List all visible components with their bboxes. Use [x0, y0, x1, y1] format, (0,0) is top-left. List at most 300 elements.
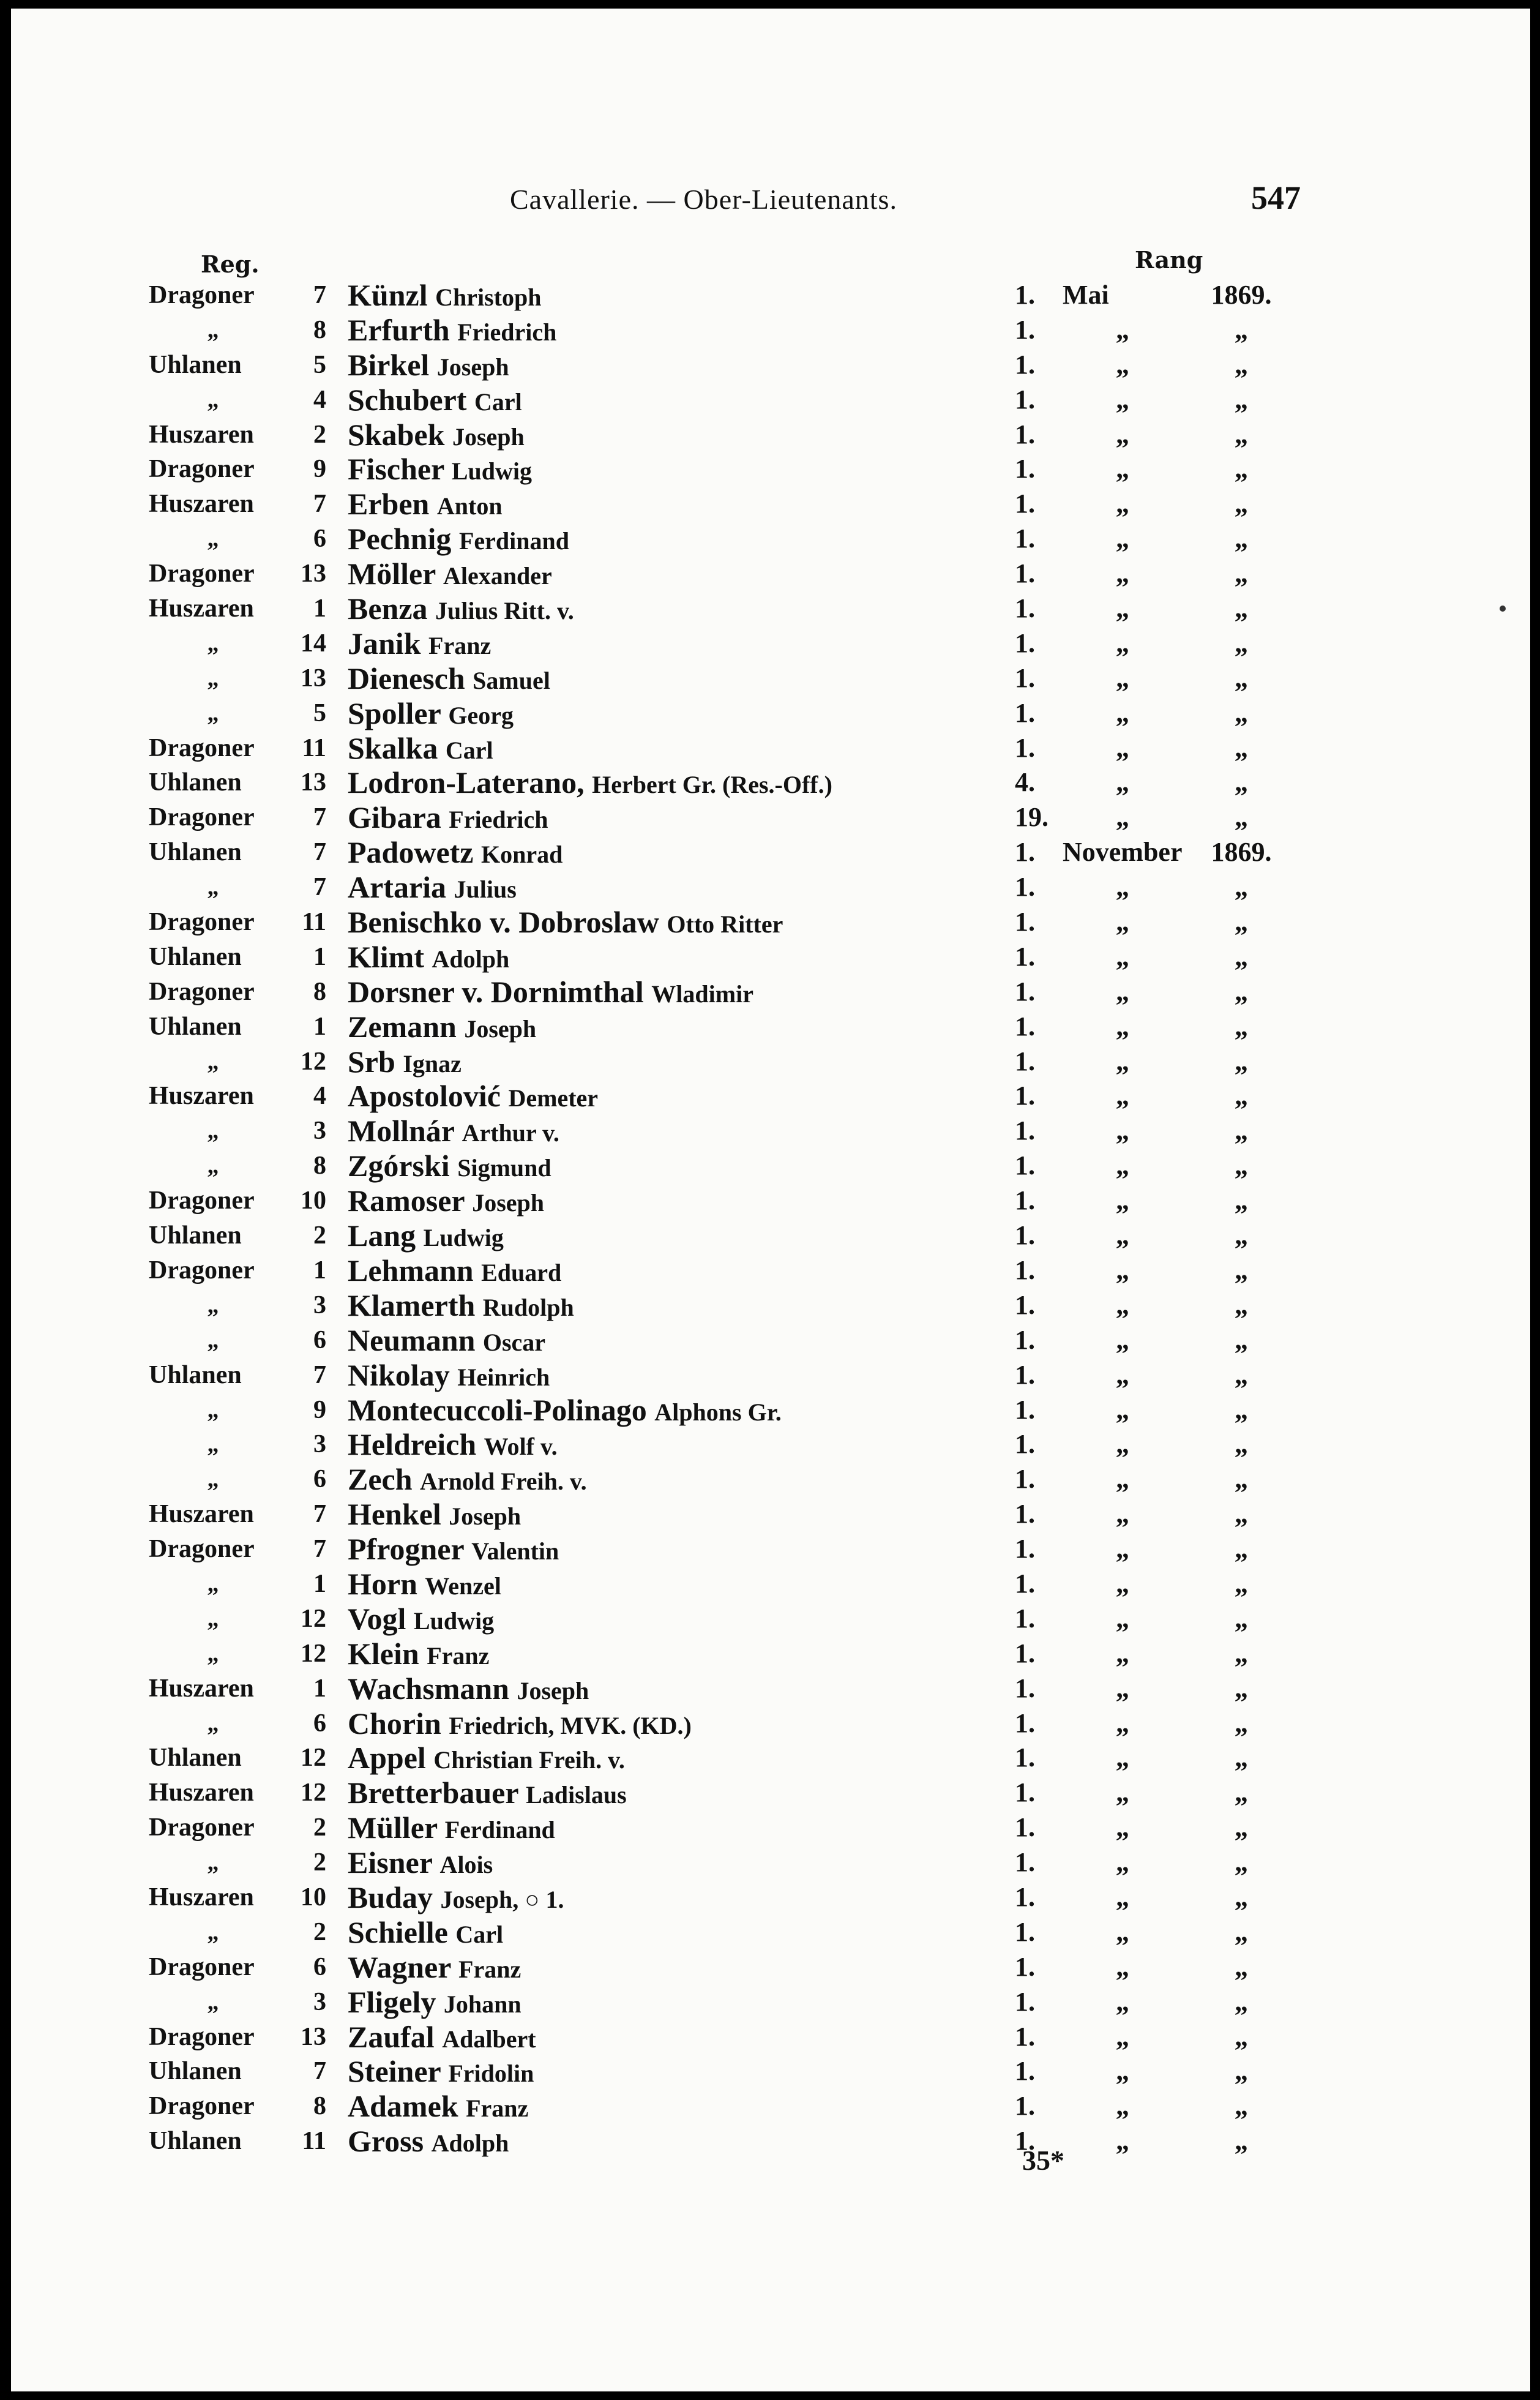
rank-year: „ — [1235, 2126, 1248, 2156]
rank-month: „ — [1116, 1464, 1129, 1494]
given-name: Joseph — [449, 1502, 521, 1531]
regiment-branch: Uhlanen — [149, 350, 242, 379]
regiment-number: 7 — [313, 1535, 326, 1564]
regiment-number: 2 — [313, 420, 326, 449]
regiment-number: 7 — [313, 838, 326, 867]
rank-month: „ — [1116, 1638, 1129, 1668]
ink-spot — [1500, 606, 1506, 612]
regiment-branch: „ — [207, 874, 219, 901]
given-name: Oscar — [482, 1328, 546, 1356]
surname: Chorin — [348, 1706, 441, 1741]
regiment-branch: Dragoner — [149, 281, 255, 309]
rank-day: 1. — [1015, 419, 1035, 449]
table-row — [11, 1637, 1530, 1671]
regiment-number: 2 — [313, 1813, 326, 1842]
table-row — [11, 1532, 1530, 1567]
rank-day: 1. — [1015, 941, 1035, 972]
rank-day: 1. — [1015, 1254, 1035, 1285]
officer-name — [348, 1602, 494, 1638]
column-header-rang: Rang — [1135, 246, 1203, 274]
column-header-reg: Reg. — [201, 250, 260, 278]
officer-name — [348, 1532, 559, 1569]
officer-name — [348, 1462, 587, 1499]
regiment-number: 9 — [313, 455, 326, 484]
rank-year: „ — [1235, 349, 1248, 380]
given-name: Alphons Gr. — [654, 1398, 782, 1426]
table-row — [11, 696, 1530, 731]
rank-month: „ — [1116, 732, 1129, 763]
surname: Appel — [348, 1741, 426, 1776]
rank-day: 1. — [1015, 1046, 1035, 1076]
regiment-number: 7 — [313, 803, 326, 832]
table-row — [11, 418, 1530, 452]
given-name: Adolph — [431, 2129, 509, 2158]
regiment-number: 4 — [313, 385, 326, 414]
officer-name — [348, 1985, 521, 2022]
regiment-number: 3 — [313, 1291, 326, 1319]
signature-mark: 35* — [1022, 2145, 1064, 2176]
table-row — [11, 1393, 1530, 1428]
regiment-branch: Dragoner — [149, 1535, 255, 1564]
rank-month: „ — [1116, 1254, 1129, 1285]
regiment-number: 14 — [301, 629, 326, 658]
rank-month: „ — [1116, 1289, 1129, 1320]
regiment-branch: Uhlanen — [149, 2057, 242, 2086]
surname: Mollnár — [348, 1114, 455, 1149]
regiment-number: 5 — [313, 699, 326, 727]
rank-day: 1. — [1015, 314, 1035, 345]
table-row — [11, 1741, 1530, 1776]
officer-name — [348, 1637, 489, 1673]
officer-name — [348, 765, 832, 802]
given-name: Arthur v. — [462, 1119, 559, 1147]
officer-name — [348, 2089, 528, 2126]
regiment-branch: „ — [207, 1292, 219, 1318]
regiment-branch: „ — [207, 1327, 219, 1353]
regiment-number: 2 — [313, 1221, 326, 1250]
rank-day: 1. — [1015, 628, 1035, 658]
given-name: Samuel — [473, 666, 550, 694]
rank-year: „ — [1235, 384, 1248, 414]
table-row — [11, 1114, 1530, 1149]
regiment-branch: „ — [207, 1989, 219, 2015]
rank-year: „ — [1235, 1081, 1248, 1111]
rank-month: „ — [1116, 697, 1129, 728]
given-name: Carl — [474, 388, 522, 416]
rank-day: 1. — [1015, 662, 1035, 693]
rank-month: „ — [1116, 1534, 1129, 1564]
page-title: Cavallerie. — Ober-Lieutenants. — [510, 184, 897, 215]
officer-name — [348, 696, 514, 733]
officer-name — [348, 1567, 501, 1603]
table-row — [11, 1358, 1530, 1393]
rank-day: 1. — [1015, 1499, 1035, 1529]
surname: Benischko v. Dobroslaw — [348, 905, 659, 940]
regiment-number: 9 — [313, 1395, 326, 1424]
rank-month: „ — [1116, 1116, 1129, 1146]
officer-name — [348, 975, 753, 1011]
given-name: Ludwig — [451, 457, 533, 486]
given-name: Friedrich — [449, 806, 548, 834]
officer-list — [11, 278, 1530, 2159]
officer-name — [348, 1393, 782, 1430]
given-name: Georg — [448, 701, 514, 729]
rank-month: „ — [1116, 662, 1129, 693]
rank-year: „ — [1235, 1220, 1248, 1251]
surname: Erfurth — [348, 312, 450, 347]
rank-day: 1. — [1015, 1289, 1035, 1320]
given-name: Rudolph — [482, 1293, 574, 1321]
regiment-number: 12 — [301, 1047, 326, 1076]
regiment-number: 8 — [313, 1152, 326, 1180]
rank-day: 1. — [1015, 907, 1035, 937]
rank-day: 4. — [1015, 767, 1035, 798]
given-name: Anton — [436, 492, 503, 520]
rank-year: „ — [1235, 1568, 1248, 1599]
rank-day: 1. — [1015, 1708, 1035, 1738]
officer-name — [348, 1149, 551, 1185]
surname: Horn — [348, 1566, 417, 1601]
given-name: Julius — [454, 876, 517, 904]
rank-month: „ — [1116, 489, 1129, 519]
given-name: Joseph — [472, 1189, 545, 1217]
regiment-number: 3 — [313, 1987, 326, 2016]
rank-month: „ — [1116, 767, 1129, 798]
rank-day: 1. — [1015, 1081, 1035, 1111]
surname: Neumann — [348, 1322, 476, 1357]
given-name: Wenzel — [425, 1572, 501, 1600]
officer-name — [348, 1218, 504, 1255]
given-name: Christoph — [435, 283, 542, 311]
regiment-branch: Uhlanen — [149, 1744, 242, 1772]
given-name: Friedrich, MVK. (KD.) — [449, 1711, 692, 1739]
officer-name — [348, 905, 783, 942]
rank-day: 1. — [1015, 1185, 1035, 1216]
table-row — [11, 940, 1530, 975]
rank-month: „ — [1116, 1011, 1129, 1041]
surname: Müller — [348, 1810, 438, 1845]
rank-day: 1. — [1015, 872, 1035, 902]
officer-name — [348, 1358, 550, 1395]
rank-year: „ — [1235, 1499, 1248, 1529]
officer-name — [348, 1671, 589, 1708]
officer-name — [348, 522, 569, 558]
table-row — [11, 1323, 1530, 1358]
rank-month: „ — [1116, 1742, 1129, 1773]
surname: Erben — [348, 487, 430, 522]
given-name: Herbert Gr. (Res.-Off.) — [592, 771, 832, 799]
rank-month: „ — [1116, 872, 1129, 902]
surname: Zech — [348, 1462, 413, 1497]
rank-year: „ — [1235, 1916, 1248, 1947]
officer-name — [348, 1288, 574, 1325]
regiment-number: 7 — [313, 873, 326, 902]
rank-day: 1. — [1015, 1603, 1035, 1633]
surname: Benza — [348, 591, 428, 626]
given-name: Heinrich — [457, 1363, 550, 1391]
regiment-branch: „ — [207, 665, 219, 691]
table-row — [11, 1706, 1530, 1741]
given-name: Franz — [458, 1955, 521, 1983]
surname: Lehmann — [348, 1253, 474, 1288]
rank-month: „ — [1116, 454, 1129, 484]
rank-year: „ — [1235, 523, 1248, 554]
regiment-number: 1 — [313, 1674, 326, 1703]
officer-name — [348, 1741, 625, 1777]
rank-month: „ — [1116, 1324, 1129, 1355]
surname: Steiner — [348, 2054, 441, 2089]
rank-year: „ — [1235, 1464, 1248, 1494]
regiment-number: 13 — [301, 560, 326, 588]
rank-year: „ — [1235, 1534, 1248, 1564]
given-name: Alexander — [443, 562, 552, 590]
regiment-branch: Huszaren — [149, 1674, 254, 1703]
surname: Apostolović — [348, 1079, 501, 1114]
table-row — [11, 1288, 1530, 1323]
rank-year: „ — [1235, 1324, 1248, 1355]
given-name: Ferdinand — [444, 1816, 555, 1844]
rank-month: „ — [1116, 384, 1129, 414]
officer-name — [348, 418, 525, 454]
regiment-number: 6 — [313, 1709, 326, 1738]
rank-year: „ — [1235, 1254, 1248, 1285]
surname: Zgórski — [348, 1149, 450, 1183]
rank-day: 1. — [1015, 593, 1035, 624]
regiment-branch: Dragoner — [149, 2092, 255, 2121]
table-row — [11, 975, 1530, 1010]
regiment-branch: Dragoner — [149, 2022, 255, 2051]
regiment-branch: „ — [207, 317, 219, 343]
officer-name — [348, 1880, 564, 1917]
given-name: Alois — [439, 1851, 493, 1879]
regiment-branch: Uhlanen — [149, 838, 242, 867]
rank-day: 1. — [1015, 1812, 1035, 1843]
regiment-number: 8 — [313, 315, 326, 344]
regiment-number: 4 — [313, 1082, 326, 1111]
officer-name — [348, 1497, 521, 1534]
regiment-branch: „ — [207, 1640, 219, 1667]
rank-year: „ — [1235, 1708, 1248, 1738]
rank-day: 1. — [1015, 1881, 1035, 1912]
page-number: 547 — [1251, 179, 1301, 216]
rank-year: „ — [1235, 1812, 1248, 1843]
given-name: Joseph — [452, 422, 525, 451]
rank-day: 1. — [1015, 1534, 1035, 1564]
rank-month: „ — [1116, 1220, 1129, 1251]
regiment-branch: „ — [207, 1431, 219, 1458]
officer-name — [348, 1323, 545, 1360]
surname: Pechnig — [348, 522, 452, 557]
table-row — [11, 2054, 1530, 2089]
rank-day: 1. — [1015, 837, 1035, 868]
rank-year: „ — [1235, 1638, 1248, 1668]
surname: Gross — [348, 2124, 424, 2159]
regiment-number: 7 — [313, 490, 326, 519]
officer-name — [348, 800, 548, 837]
surname: Henkel — [348, 1497, 441, 1532]
regiment-branch: Dragoner — [149, 560, 255, 588]
surname: Klein — [348, 1636, 419, 1671]
rank-month: „ — [1116, 2091, 1129, 2121]
table-row — [11, 1602, 1530, 1637]
rank-day: 1. — [1015, 2056, 1035, 2087]
given-name: Franz — [466, 2094, 529, 2123]
surname: Nikolay — [348, 1357, 450, 1392]
surname: Zemann — [348, 1009, 457, 1044]
table-row — [11, 1985, 1530, 2020]
officer-name — [348, 1950, 521, 1987]
rank-day: 1. — [1015, 1116, 1035, 1146]
rank-year: „ — [1235, 1429, 1248, 1460]
regiment-number: 2 — [313, 1848, 326, 1877]
regiment-number: 12 — [301, 1604, 326, 1633]
rank-year: „ — [1235, 593, 1248, 624]
rank-month: „ — [1116, 419, 1129, 449]
rank-year: „ — [1235, 1951, 1248, 1982]
rank-year: „ — [1235, 1185, 1248, 1216]
rank-month: „ — [1116, 2056, 1129, 2087]
rank-day: 1. — [1015, 1916, 1035, 1947]
officer-name — [348, 2020, 536, 2057]
surname: Schubert — [348, 382, 467, 417]
table-row — [11, 1079, 1530, 1114]
officer-name — [348, 1044, 462, 1081]
surname: Buday — [348, 1880, 433, 1914]
regiment-branch: Dragoner — [149, 977, 255, 1006]
officer-name — [348, 940, 509, 977]
rank-day: 1. — [1015, 1429, 1035, 1460]
table-row — [11, 2020, 1530, 2055]
rank-year: „ — [1235, 558, 1248, 589]
rank-month: „ — [1116, 1046, 1129, 1076]
table-row — [11, 557, 1530, 591]
regiment-branch: Dragoner — [149, 733, 255, 762]
regiment-branch: Dragoner — [149, 455, 255, 484]
rank-year: „ — [1235, 1046, 1248, 1076]
officer-name — [348, 2124, 509, 2161]
surname: Srb — [348, 1044, 395, 1079]
rank-month: „ — [1116, 2126, 1129, 2156]
surname: Skalka — [348, 730, 438, 765]
rank-day: 1. — [1015, 1568, 1035, 1599]
rank-month: „ — [1116, 1673, 1129, 1703]
regiment-branch: Huszaren — [149, 594, 254, 623]
rank-year: „ — [1235, 1116, 1248, 1146]
rank-year: „ — [1235, 628, 1248, 658]
surname: Adamek — [348, 2089, 458, 2124]
table-row — [11, 800, 1530, 835]
given-name: Ignaz — [403, 1049, 462, 1078]
rank-month: „ — [1116, 523, 1129, 554]
rank-day: 1. — [1015, 976, 1035, 1007]
regiment-branch: Uhlanen — [149, 768, 242, 797]
officer-name — [348, 1010, 536, 1046]
rank-month: „ — [1116, 314, 1129, 345]
regiment-number: 8 — [313, 977, 326, 1006]
rank-day: 1. — [1015, 454, 1035, 484]
rank-year: „ — [1235, 1777, 1248, 1808]
table-row — [11, 452, 1530, 487]
table-row — [11, 1497, 1530, 1532]
surname: Schielle — [348, 1914, 448, 1949]
rank-month: „ — [1116, 1986, 1129, 2017]
given-name: Ludwig — [413, 1607, 495, 1635]
rank-month: „ — [1116, 1951, 1129, 1982]
table-row — [11, 1880, 1530, 1915]
surname: Montecuccoli-Polinago — [348, 1392, 647, 1427]
table-row — [11, 1810, 1530, 1845]
rank-month: „ — [1116, 593, 1129, 624]
given-name: Ludwig — [423, 1224, 504, 1252]
regiment-branch: Huszaren — [149, 1883, 254, 1911]
given-name: Adolph — [432, 945, 510, 973]
regiment-number: 7 — [313, 281, 326, 309]
table-row — [11, 626, 1530, 661]
surname: Fischer — [348, 452, 444, 487]
rank-month: „ — [1116, 2021, 1129, 2052]
rank-day: 1. — [1015, 1359, 1035, 1390]
regiment-number: 12 — [301, 1779, 326, 1807]
regiment-number: 10 — [301, 1187, 326, 1215]
regiment-branch: „ — [207, 526, 219, 552]
table-row — [11, 1567, 1530, 1602]
surname: Spoller — [348, 696, 441, 730]
regiment-number: 13 — [301, 768, 326, 797]
rank-month: „ — [1116, 941, 1129, 972]
given-name: Konrad — [481, 841, 563, 869]
given-name: Carl — [455, 1920, 504, 1948]
regiment-branch: „ — [207, 1919, 219, 1945]
regiment-number: 12 — [301, 1744, 326, 1772]
regiment-branch: „ — [207, 386, 219, 413]
rank-year: 1869. — [1211, 837, 1272, 868]
table-row — [11, 661, 1530, 696]
rank-day: 1. — [1015, 558, 1035, 589]
rank-month: „ — [1116, 1185, 1129, 1216]
surname: Pfrogner — [348, 1532, 464, 1567]
rank-year: „ — [1235, 489, 1248, 519]
regiment-number: 13 — [301, 2022, 326, 2051]
table-row — [11, 313, 1530, 348]
rank-year: „ — [1235, 872, 1248, 902]
officer-name — [348, 1776, 627, 1812]
regiment-number: 6 — [313, 1465, 326, 1494]
rank-month: „ — [1116, 1499, 1129, 1529]
officer-name — [348, 313, 556, 350]
surname: Ramoser — [348, 1183, 465, 1218]
rank-year: „ — [1235, 2021, 1248, 2052]
regiment-number: 1 — [313, 1569, 326, 1598]
rank-year: „ — [1235, 1742, 1248, 1773]
regiment-branch: Huszaren — [149, 1082, 254, 1111]
given-name: Arnold Freih. v. — [420, 1468, 587, 1496]
table-row — [11, 591, 1530, 626]
rank-year: „ — [1235, 314, 1248, 345]
rank-year: „ — [1235, 454, 1248, 484]
rank-month: „ — [1116, 907, 1129, 937]
table-row — [11, 1671, 1530, 1706]
surname: Gibara — [348, 800, 441, 835]
rank-day: 1. — [1015, 523, 1035, 554]
officer-name — [348, 1079, 598, 1116]
table-row — [11, 1010, 1530, 1044]
given-name: Otto Ritter — [667, 910, 783, 939]
regiment-number: 1 — [313, 594, 326, 623]
regiment-number: 1 — [313, 942, 326, 971]
regiment-branch: „ — [207, 1153, 219, 1179]
regiment-branch: Dragoner — [149, 1256, 255, 1284]
given-name: Christian Freih. v. — [433, 1746, 625, 1774]
